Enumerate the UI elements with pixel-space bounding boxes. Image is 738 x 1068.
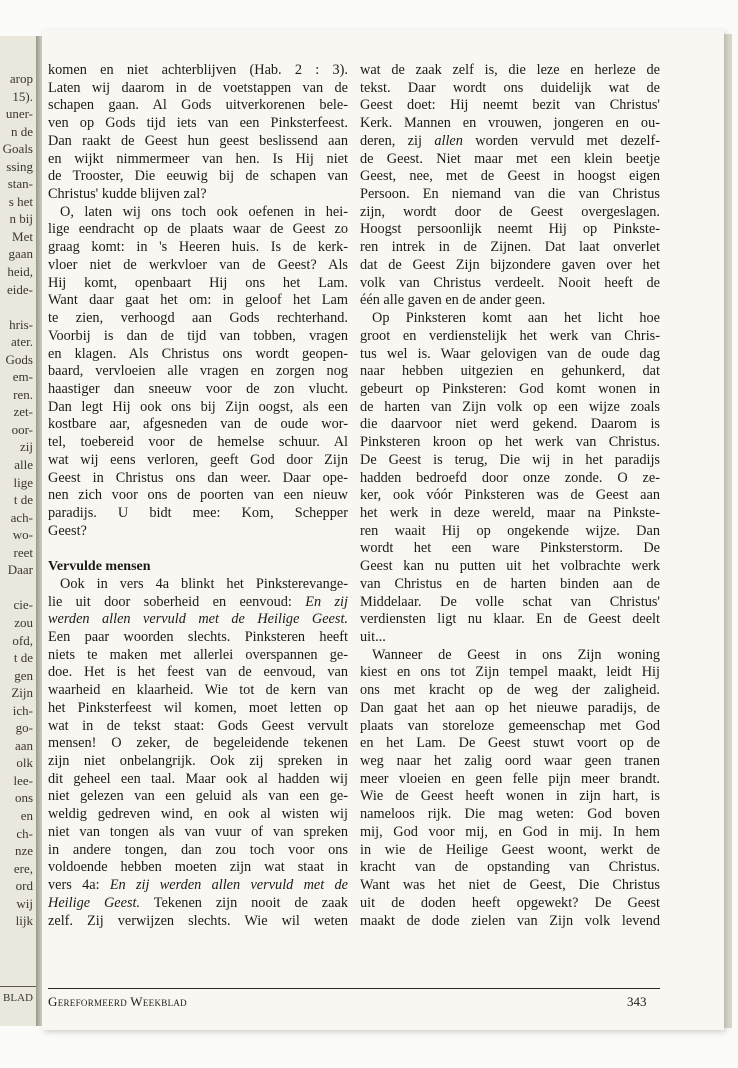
text-line: volk van Christus verdeelt. Nooit heeft de bbox=[360, 274, 660, 291]
text-line: niet van tongen als van vuur of van spreken bbox=[48, 823, 348, 840]
previous-page-line: en bbox=[20, 807, 33, 823]
text-line: ons met kracht op de weg der zaligheid. bbox=[360, 682, 660, 699]
text-line: Geest kan nu putten uit het volbrachte werk bbox=[360, 558, 660, 575]
text-line: van Christus en de harten binden aan de bbox=[360, 575, 660, 592]
left-column bbox=[48, 62, 348, 930]
previous-page-line: oor- bbox=[11, 421, 33, 437]
text-line: weg naar het zalig oord waar geen tranen bbox=[360, 753, 660, 770]
text-line: kracht van de opstanding van Christus. bbox=[360, 859, 660, 876]
text-line: het Pinksterfeest wil komen, moet letten op bbox=[48, 699, 348, 716]
text-line: Pinksteren kroon op het werk van Christus. bbox=[360, 434, 660, 451]
previous-page-line bbox=[0, 579, 33, 597]
text-line: te zien, verhoogd aan Gods rechterhand. bbox=[48, 310, 348, 327]
previous-page-line: gen bbox=[14, 667, 33, 683]
previous-page-line: Zijn bbox=[11, 685, 33, 701]
text-line: nen zich voor ons de poorten van een nieuw bbox=[48, 487, 348, 504]
text-line: en wijkt nimmermeer van hen. Is Hij niet bbox=[48, 150, 348, 167]
previous-page-line: lijk bbox=[15, 913, 33, 929]
previous-page-line: arop bbox=[9, 71, 33, 86]
previous-page-line: Daar bbox=[7, 562, 33, 578]
text-line: mij, God voor mij, en God in mij. In hem bbox=[360, 823, 660, 840]
previous-page-line: lee- bbox=[13, 772, 33, 788]
text-line: maakt de dode zielen van Zijn volk levend bbox=[360, 912, 660, 929]
text-line: zijn niet onbelangrijk. Ook zij spreken in bbox=[48, 753, 348, 770]
previous-page-line: hris- bbox=[9, 316, 33, 332]
previous-page-line: Met bbox=[12, 228, 33, 244]
previous-page-line: ssing bbox=[6, 158, 33, 174]
text-line: in andere tongen, dan zou toch voor ons bbox=[48, 841, 348, 858]
previous-page-line: n de bbox=[10, 123, 33, 139]
text-line: Christus' kudde blijven zal? bbox=[48, 186, 207, 203]
text-line: uit... bbox=[360, 629, 386, 645]
page-number: 343 bbox=[627, 994, 647, 1009]
text-line: die daarvoor niet werd gekend. Daarom is bbox=[360, 416, 660, 433]
text-line: naar hebben uitgezien en gehunkerd, dat bbox=[360, 363, 660, 380]
text-line: Voorbij is dan de tijd van tobben, vragen bbox=[48, 327, 348, 344]
text-line: Dan gaat het aan op het nieuwe paradijs, de bbox=[360, 699, 660, 716]
text-line: wordt het een ware Pinksterstorm. De bbox=[360, 540, 660, 557]
text-line: tekst. Daar wordt ons duidelijk wat de bbox=[360, 79, 660, 96]
text-line: Kerk. Mannen en vrouwen, jongeren en ou- bbox=[360, 115, 660, 132]
text-line: Want daar gaat het om: in geloof het Lam bbox=[48, 292, 348, 309]
text-line: deren, zij allen worden vervuld met dezelf- bbox=[360, 132, 661, 149]
text-line: uit de doden heeft opgewekt? De Geest bbox=[360, 894, 660, 911]
text-line: Geest? bbox=[48, 522, 87, 539]
previous-page-line: wo- bbox=[12, 527, 33, 543]
text-line: ren waait Hij op ongekende wijze. Dan bbox=[360, 522, 660, 539]
text-line: lige eendracht op de plaats waar de Geest zo bbox=[48, 221, 348, 238]
previous-page-line: ord bbox=[15, 878, 33, 894]
text-line: Dan raakt de Geest hun geest beslissend aan bbox=[48, 132, 348, 149]
previous-page-line: alle bbox=[14, 457, 33, 473]
previous-page-line: Goals bbox=[2, 141, 33, 157]
text-line: O, laten wij ons toch ook oefenen in hei- bbox=[60, 203, 348, 220]
text-line: en klagen. Als Christus ons wordt geopen- bbox=[48, 345, 348, 362]
text-line: de Geest. Niet maar met een klein beetje bbox=[360, 150, 660, 167]
section-heading: Vervulde mensen bbox=[48, 559, 151, 575]
text-line: Hij komt, openbaart Hij ons het Lam. bbox=[48, 274, 348, 291]
previous-page-line: eide- bbox=[7, 281, 33, 297]
text-line: verdiensten ligt nu klaar. En de Geest deelt bbox=[360, 611, 660, 628]
text-line: hadden bedroefd door onze zonde. O ze- bbox=[360, 469, 660, 486]
previous-page-line: 15). bbox=[12, 88, 33, 104]
previous-page-line: aan bbox=[14, 737, 33, 753]
text-line: baard, vervloeien alle vragen en zorgen nog bbox=[48, 363, 348, 380]
text-line: Persoon. En niemand van die van Christus bbox=[360, 186, 660, 203]
text-line: Middelaar. De volle schat van Christus' bbox=[360, 593, 660, 610]
text-line: wat de zaak zelf is, die leze en herleze de bbox=[360, 62, 660, 78]
previous-page-line: ren. bbox=[13, 386, 33, 402]
text-line: Hoogst persoonlijk neemt Hij op Pinkste- bbox=[360, 221, 660, 238]
text-line: doe. Het is het feest van de eenvoud, van bbox=[48, 664, 348, 681]
text-line: Wie de Geest heeft wonen in zijn hart, is bbox=[360, 788, 660, 805]
previous-page-line: zij bbox=[20, 439, 33, 455]
text-line: de harten van Zijn volk op een wijze zoals bbox=[360, 398, 660, 415]
text-line: Een paar woorden slechts. Pinksteren heeft bbox=[48, 629, 348, 645]
text-line: Geest doet: Hij neemt bezit van Christus' bbox=[360, 97, 660, 114]
previous-page-line: heid, bbox=[7, 264, 33, 280]
text-line: één alle gaven en de ander geen. bbox=[360, 292, 546, 309]
previous-page-line: ich- bbox=[12, 702, 33, 718]
previous-page-line: ofd, bbox=[12, 632, 33, 648]
previous-page-line: cie- bbox=[13, 597, 33, 613]
magazine-page bbox=[42, 30, 724, 1030]
text-line: tel, toebereid voor de hemelse schuur. Al bbox=[48, 434, 348, 451]
text-line: Ook in vers 4a blinkt het Pinksterevange- bbox=[60, 575, 348, 592]
text-line: dit geheel een taal. Maar ook al hadden wij bbox=[48, 770, 348, 787]
text-line: Dan legt Hij ook ons bij Zijn oogst, als een bbox=[48, 398, 348, 415]
previous-page-line: em- bbox=[12, 369, 33, 385]
text-line: niets te maken met allerlei overspannen ge- bbox=[48, 646, 348, 663]
text-line: werden allen vervuld met de Heilige Geest. bbox=[48, 611, 348, 628]
previous-page-line: n bij bbox=[9, 211, 33, 227]
previous-page-line: zet- bbox=[13, 404, 33, 420]
text-line: wat wij eens verloren, geeft God door Zijn bbox=[48, 451, 348, 468]
previous-page-line: Gods bbox=[5, 351, 33, 367]
text-line: groot en verdienstelijk het werk van Chris- bbox=[360, 327, 660, 344]
text-line: Geest in Christus ons dan weer. Daar ope- bbox=[48, 469, 348, 486]
text-line: Laten wij daarom in de voetstappen van de bbox=[48, 79, 348, 96]
text-line: graag komt: in 's Heeren huis. Is de kerk- bbox=[48, 239, 348, 256]
text-line: De Geest is terug, Die wij in het paradijs bbox=[360, 451, 660, 468]
text-line: de Trooster, Die eeuwig bij de schapen van bbox=[48, 168, 348, 185]
text-line: komen en niet achterblijven (Hab. 2 : 3). bbox=[48, 62, 348, 78]
text-line: ker, ook vóór Pinksteren was de Geest aan bbox=[360, 487, 660, 504]
text-line: Op Pinksteren komt aan het licht hoe bbox=[372, 310, 660, 327]
text-line: vers 4a: En zij werden allen vervuld met de bbox=[48, 877, 348, 894]
text-line: schapen gaan. Al Gods uitverkorenen bele- bbox=[48, 97, 348, 114]
text-line: waarheid en klaarheid. Wie tot de kern van bbox=[48, 682, 348, 699]
text-line: tus wel is. Waar gelovigen van de oude dag bbox=[360, 345, 660, 362]
text-line: dat de Geest Zijn bijzondere gaven over het bbox=[360, 256, 660, 273]
text-line: Want was het niet de Geest, Die Christus bbox=[360, 877, 660, 894]
previous-page-line: ch- bbox=[16, 825, 33, 841]
text-line: plaats van storeloze gemeenschap met God bbox=[360, 717, 660, 734]
text-line: kostbare aar, afgesneden van de oude wor- bbox=[48, 416, 348, 433]
previous-page-footer-rule bbox=[0, 986, 36, 987]
text-line: Wanneer de Geest in ons Zijn woning bbox=[372, 646, 660, 663]
previous-page-line: zou bbox=[14, 614, 33, 630]
text-line: zijn, wordt door de Geest overgeslagen. bbox=[360, 203, 660, 220]
text-line: het werk in deze wereld, maar na Pinkste- bbox=[360, 504, 660, 521]
previous-page-line: reet bbox=[13, 544, 33, 560]
previous-page-line: ons bbox=[14, 790, 33, 806]
text-line: meer vloeien en geen felle pijn meer brandt. bbox=[360, 770, 660, 787]
text-line: vloer niet de werkvloer van de Geest? Als bbox=[48, 256, 348, 273]
previous-page-line: lige bbox=[13, 474, 33, 490]
previous-page-text bbox=[0, 70, 33, 930]
text-line: niet gelezen van een geluid als van een ge- bbox=[48, 788, 348, 805]
right-column bbox=[360, 62, 660, 930]
text-line: paradijs. U bidt mee: Kom, Schepper bbox=[48, 504, 348, 521]
text-line: ren intrek in de Zijnen. Dat laat onverlet bbox=[360, 239, 660, 256]
text-line: en het Lam. De Geest stuwt voort op de bbox=[360, 735, 660, 752]
previous-page-edge bbox=[0, 36, 37, 1026]
text-line: nameloos rijk. Die mag weten: God boven bbox=[360, 806, 660, 823]
previous-page-line: nze bbox=[14, 843, 33, 859]
previous-page-line bbox=[0, 298, 33, 316]
previous-page-line: go- bbox=[15, 720, 33, 736]
text-line: ven op Gods tijd iets van een Pinksterfeest. bbox=[48, 115, 348, 132]
text-line: Heilige Geest. Tekenen zijn nooit de zaak bbox=[48, 894, 348, 911]
previous-page-line: t de bbox=[13, 492, 33, 508]
text-line: lie uit door soberheid en eenvoud: En zij bbox=[48, 593, 348, 610]
text-line: wat in de tekst staat: Gods Geest vervult bbox=[48, 717, 348, 734]
page-edge bbox=[724, 34, 732, 1028]
text-line: in wie de Heilige Geest woont, werkt de bbox=[360, 841, 660, 858]
previous-page-line: gaan bbox=[8, 246, 33, 262]
previous-page-line: wij bbox=[16, 895, 33, 911]
previous-page-line: ach- bbox=[10, 509, 33, 525]
previous-page-footer: BLAD bbox=[3, 992, 33, 1004]
text-line: gebeurt op Pinksteren: God komt wonen in bbox=[360, 380, 660, 397]
previous-page-line: olk bbox=[16, 755, 33, 771]
previous-page-line: stan- bbox=[7, 176, 33, 192]
text-line: voldoende hebben moeten zijn wat staat in bbox=[48, 859, 348, 876]
previous-page-line: t de bbox=[13, 650, 33, 666]
publication-title: Gereformeerd Weekblad bbox=[48, 994, 187, 1009]
text-line bbox=[48, 540, 348, 558]
footer-rule bbox=[48, 988, 660, 989]
previous-page-line: ere, bbox=[13, 860, 33, 876]
previous-page-line: s het bbox=[8, 193, 33, 209]
text-line: kiest en ons tot Zijn tempel maakt, leidt Hij bbox=[360, 664, 660, 681]
text-line: weldig gedreven wind, en ook al wisten wij bbox=[48, 806, 348, 823]
text-line: mensen! O zeker, de begeleidende tekenen bbox=[48, 735, 348, 752]
text-line: haastiger dan sneeuw voor de zon vlucht. bbox=[48, 380, 348, 397]
text-line: Geest, nee, met de Geest in hoogst eigen bbox=[360, 168, 660, 185]
text-line: zelf. Zij verwijzen slechts. Wie wil weten bbox=[48, 912, 348, 929]
previous-page-line: ater. bbox=[10, 334, 33, 350]
previous-page-line: uner- bbox=[5, 106, 33, 122]
